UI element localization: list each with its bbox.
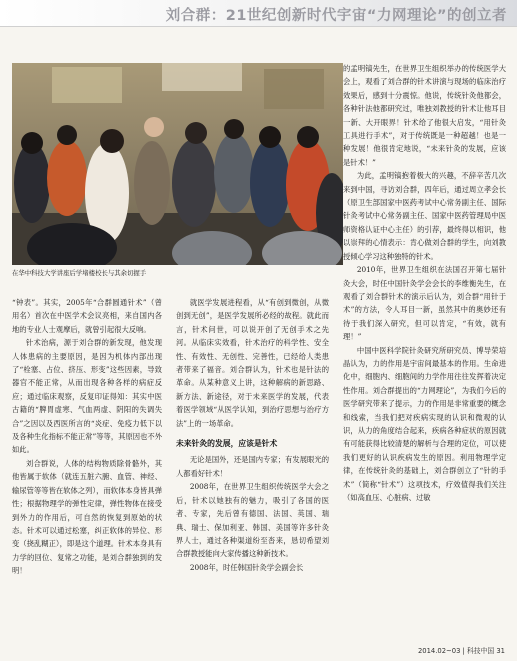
paragraph: 刘合群说，人体的结构物质除骨骼外，其他皆属于软体（就连五脏六腑、血管、神经、输尿管等等皆在软体之列），而软体本身皆具弹性；根据物理学的弹性定律，弹性物体在接受到外力的作用后，可自然的恢复到原始的状态。针术可以通过松塞，纠正软体的异位、形变（挠乱糊正），即是这个道理。针术本身具有力学的回位、复常之功能，是刘合群独到的发明！: [12, 458, 162, 576]
photo-illustration: [12, 63, 343, 265]
paragraph: 2008年，时任韩国针灸学会副会长: [189, 562, 304, 572]
paragraph: 就医学发展进程看，从“有创到微创，从微创到无创”，是医学发展所必经的故程。就此而言，针术问世，可以说开创了无创手术之先河。从临床实效看，针术治疗的科学性、安全性、有效性、无创性、完善性，已经给人类患者带来了福音。刘合群认为，针术也是针法的革命。从某种意义上讲，这种解病的新思路、新方法、新途径，对于未来医学的发展，代表着医学领域“从医学认知，到治疗思想与治疗方法”上的一场革命。: [176, 298, 329, 428]
paragraph: 为此，孟明镐抱着极大的兴趣，不辞辛苦几次来到中国，寻访刘合群，四年后，通过周立孝会长（原卫生部国家中医药考试中心常务副主任、国际针灸考试中心常务副主任、国家中医药管理局中医师资格认证中心主任）的引荐，最终得以相识，他以崇拜的心情表示：肯心做刘合群的学生，向刘教授倾心学习这种独特的针术。: [343, 171, 506, 261]
paragraph: 针术治病，源于刘合群的新发现，他发现人体患病的主要原因，是因为机体内部出现了“栓塞、占位、挤压、形变”这些因素，导致器官不能正常，从而出现各种各样的病症反应；通过临床观察，反复印证得知：其实中医古籍的“脾胃虚寒、气血两虚、阴阳的失调失合”之因以及西医所言的“炎症、免疫力低下以及各种生化指标不能正常”等等，其原因也不外如此。: [12, 338, 162, 455]
page-footer: 2014.02~03 | 科技中国 31: [417, 647, 505, 655]
section-heading: 未来针灸的发展，应该是针术: [176, 439, 278, 449]
article-photo: [12, 63, 343, 265]
header-bar: [0, 0, 517, 27]
text-column-left: [12, 296, 162, 644]
paragraph: 的孟明镐先生，在世界卫生组织举办的传统医学大会上，观看了刘合群的针术讲演与现场的临床治疗效果后，感到十分震惊。他说，传统针灸他都会，各种针法他都研究过，唯独刘教授的针术让他耳目一新、大开眼界！针术给了他很大启发，“用针灸工具进行手术”，对于传统既是一种超越！也是一种发展！他很肯定地说，“未来针灸的发展，应该是针术！”: [343, 64, 506, 167]
paragraph: 2008年，在世界卫生组织传统医学大会之后，针术以她独有的魅力，吸引了各国的医者、专家，先后曾有德国、法国、英国、瑞典、瑞士、保加利亚、韩国、美国等许多针灸界人士，通过各种渠道纷至沓来，恳切希望刘合群教授能向大家传播这种新技术。: [176, 482, 329, 559]
article-title: 刘合群：21世纪创新时代宇宙“力网理论”的创立者: [165, 8, 507, 24]
paragraph: 2010年，世界卫生组织在法国召开第七届针灸大会，时任中国针灸学会会长的李维衡先生，在观看了刘合群针术的演示后认为，刘合群“用针于术”的方法，令人耳目一新，虽然其中的奥妙还有待于我们深入研究，但可以肯定，“有效，就有理！”: [343, 265, 506, 342]
paragraph: 中国中医科学院针灸研究所研究员、博导荣培晶认为，力的作用是宇宙间最基本的作用。生命进化中，细胞内、细胞间的力学作用往往发挥着决定性作用。刘合群提出的“力网理论”，为我们今后的医学研究带来了提示，力的作用是非常重要的概念和线索，当我们把对疾病实现的认识和微观的认识，从力的角度结合起来，疾病各种症状的原因就有可能获得比较清楚的解析与合理的定位，可以使我们更好的认识疾病发生的原因。利用物理学定律，在传统针灸的基础上，刘合群创立了“针的手术”（简称“针术”）这项技术，疗效值得我们关注（如高血压、心脏病、过敏: [343, 345, 506, 502]
paragraph: 无论是国外，还是国内专家；有发展眼光的人都看好针术！: [176, 455, 329, 478]
paragraph: “钟表”。其实，2005年“合群圆通针术”（曾用名）首次在中医学术会议亮相，来自国内各地的专业人士观摩后，就曾引起很大反响。: [12, 298, 162, 334]
photo-caption: 在华中科技大学讲座后学堵楼校长与其余切握手: [12, 269, 147, 277]
text-column-middle: [176, 296, 329, 644]
text-column-right: [343, 62, 506, 644]
